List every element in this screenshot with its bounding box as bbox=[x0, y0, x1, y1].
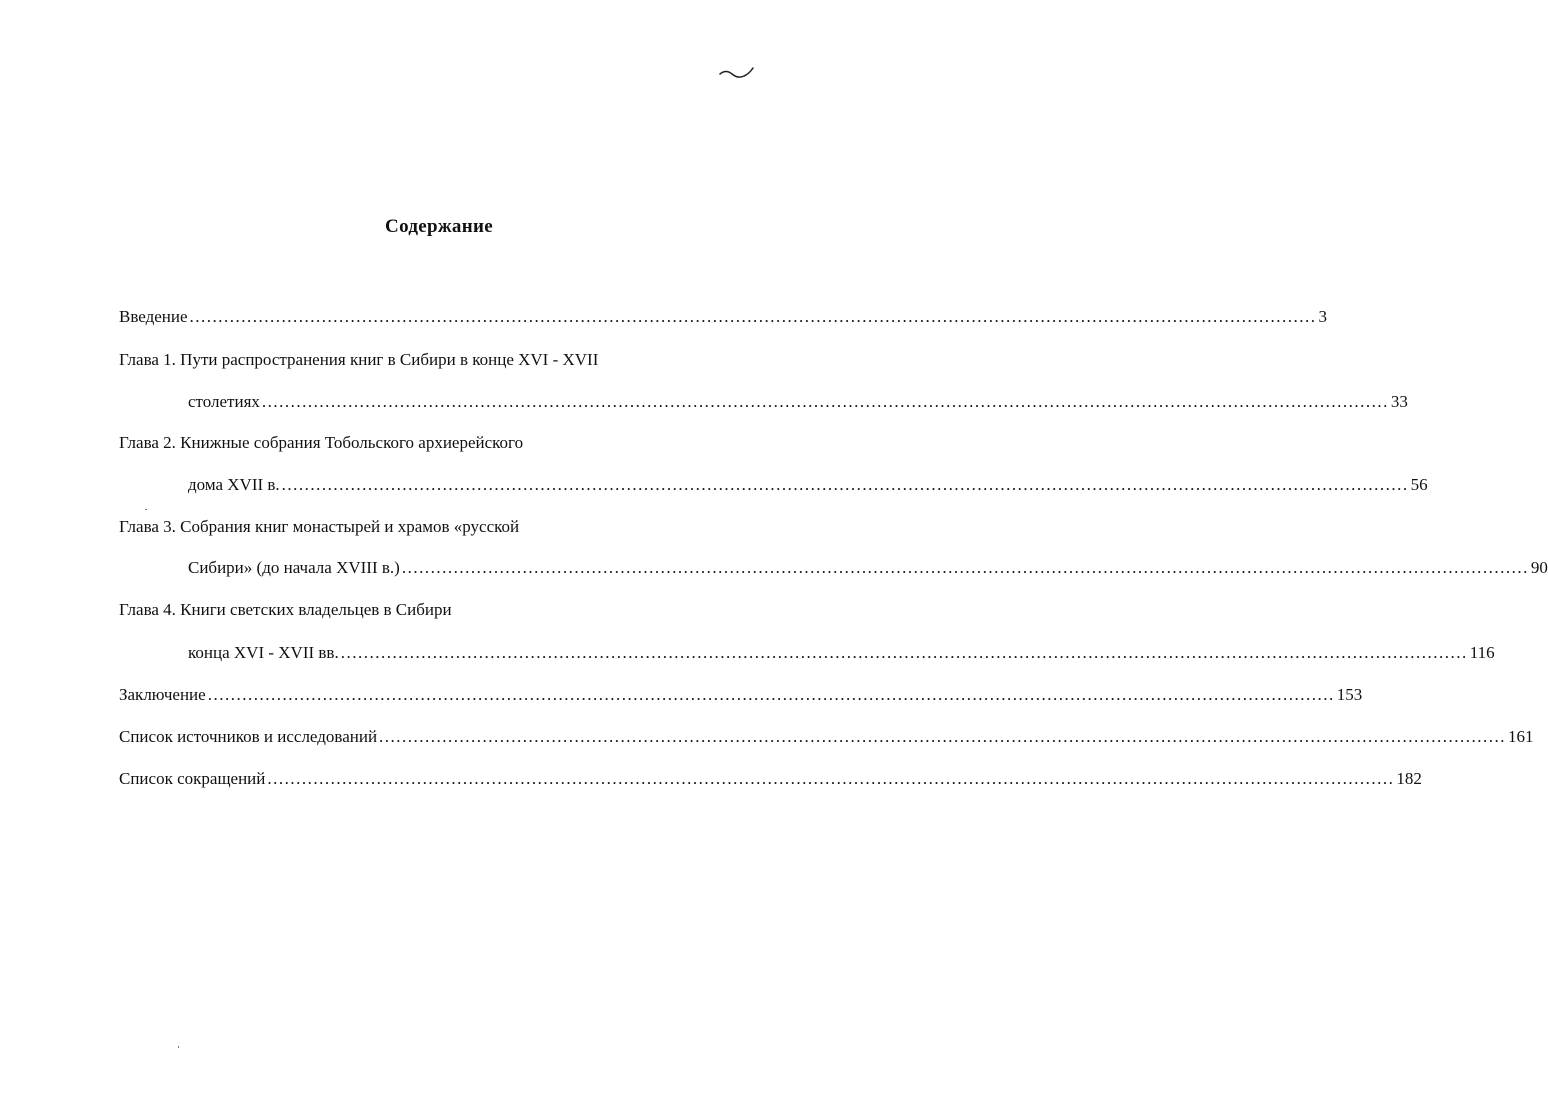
dot-leader: .................................................................................................................................................................................................... bbox=[189, 307, 1317, 326]
toc-page-number: 3 bbox=[1318, 307, 1328, 326]
toc-entry-ch2-heading: Глава 2. Книжные собрания Тобольского архиерейского bbox=[119, 433, 524, 452]
toc-entry-ch2 bbox=[188, 474, 1428, 496]
toc-page-number: 182 bbox=[1396, 769, 1422, 788]
dot-leader: .................................................................................................................................................................................................... bbox=[340, 643, 1468, 662]
page-title: Содержание bbox=[385, 216, 493, 237]
dot-leader: .................................................................................................................................................................................................... bbox=[401, 558, 1529, 577]
toc-entry-ch1-heading: Глава 1. Пути распространения книг в Сибири в конце XVI - XVII bbox=[119, 350, 599, 369]
toc-entry-label: Список источников и исследований bbox=[119, 727, 378, 746]
toc-entry-label: Введение bbox=[119, 307, 188, 326]
toc-entry-conclusion bbox=[119, 684, 1363, 706]
dot-leader: .................................................................................................................................................................................................... bbox=[207, 685, 1335, 704]
toc-page-number: 116 bbox=[1469, 643, 1495, 662]
toc-page-number: 33 bbox=[1390, 392, 1408, 411]
dot-leader: .................................................................................................................................................................................................... bbox=[267, 769, 1395, 788]
toc-entry-label: столетиях bbox=[188, 392, 260, 411]
scan-speck bbox=[178, 1046, 179, 1048]
toc-entry-ch4 bbox=[188, 642, 1495, 664]
toc-page-number: 153 bbox=[1336, 685, 1363, 704]
toc-entry-ch3 bbox=[188, 557, 1548, 579]
toc-entry-label: Заключение bbox=[119, 685, 206, 704]
toc-entry-ch1 bbox=[188, 391, 1408, 413]
toc-entry-label: Сибири» (до начала XVIII в.) bbox=[188, 558, 400, 577]
toc-entry-ch4-heading: Глава 4. Книги светских владельцев в Сибири bbox=[119, 600, 452, 619]
toc-page-number: 90 bbox=[1530, 558, 1548, 577]
toc-entry-label: дома XVII в. bbox=[188, 475, 280, 494]
handwritten-mark-icon bbox=[716, 64, 756, 84]
scan-speck bbox=[145, 509, 147, 510]
dot-leader: .................................................................................................................................................................................................... bbox=[261, 392, 1389, 411]
toc-entry-label: Список сокращений bbox=[119, 769, 266, 788]
toc-entry-ch3-heading: Глава 3. Собрания книг монастырей и храмов «русской bbox=[119, 517, 520, 536]
toc-entry-intro bbox=[119, 306, 1328, 328]
dot-leader: .................................................................................................................................................................................................... bbox=[379, 727, 1507, 746]
toc-entry-sources bbox=[119, 726, 1534, 748]
toc-entry-label: конца XVI - XVII вв. bbox=[188, 643, 339, 662]
dot-leader: .................................................................................................................................................................................................... bbox=[281, 475, 1409, 494]
toc-page-number: 161 bbox=[1508, 727, 1534, 746]
toc-entry-abbrev bbox=[119, 768, 1422, 790]
toc-page-number: 56 bbox=[1410, 475, 1428, 494]
